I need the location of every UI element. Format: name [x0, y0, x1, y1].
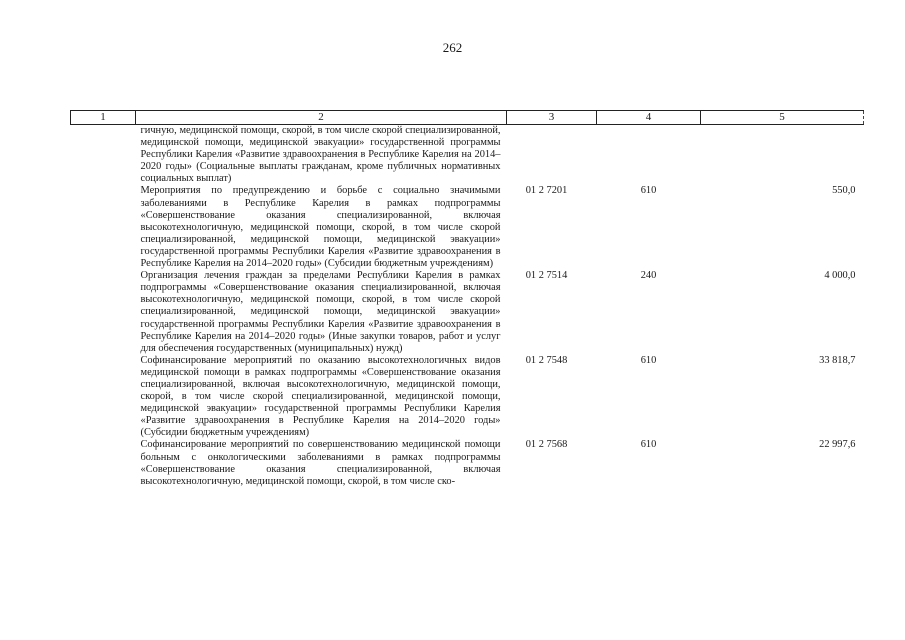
row-number-cell [71, 270, 136, 355]
expense-type-cell: 610 [640, 354, 657, 366]
code-cell: 01 2 7514 [525, 270, 568, 282]
table-row [71, 270, 864, 355]
description-cell: Организация лечения граждан за пределами Республики Карелия в рамках подпрограммы «Совершенствование оказания специализированной, включая высокотехнологичную, медицинской помощи, скорой, в том числе скорой специализированной, медицинской помощи, медицинской эвакуации» государственной программы Республики Карелия «Развитие здравоохранения в Республике Карелия на 2014–2020 годы» (Иные закупки товаров, работ и услуг для обеспечения государственных (муниципальных) нужд) [140, 270, 501, 354]
amount-cell [701, 125, 864, 186]
column-header-2: 2 [136, 111, 507, 125]
expense-type-cell: 610 [640, 439, 657, 451]
description-cell: Мероприятия по предупреждению и борьбе с социально значимыми заболеваниями в Республике Карелия в рамках подпрограммы «Совершенствование оказания специализированной, включая высокотехнологичную, медицинской помощи, скорой, в том числе скорой специализированной, медицинской помощи, медицинской эвакуации» государственной программы Республики Карелия «Развитие здравоохранения в Республике Карелия на 2014–2020 годы» (Субсидии бюджетным учреждениям) [140, 185, 501, 270]
description-cell: Софинансирование мероприятий по оказанию высокотехнологичных видов медицинской помощи в рамках подпрограммы «Совершенствование оказания специализированной, включая высокотехнологичную, медицинской помощи, скорой, в том числе скорой специализированной, медицинской помощи, медицинской эвакуации» государственной программы Республики Карелия «Развитие здравоохранения в Республике Карелия на 2014–2020 годы» (Субсидии бюджетным учреждениям) [140, 354, 501, 439]
code-cell [507, 125, 597, 186]
column-header-1: 1 [71, 111, 136, 125]
amount-cell: 33 818,7 [819, 354, 856, 366]
description-cell: Софинансирование мероприятий по совершенствованию медицинской помощи больным с онкологическими заболеваниями в рамках подпрограммы «Совершенствование оказания специализированной, включая высокотехнологичную, медицинской помощи, скорой, в том числе ско- [140, 439, 501, 487]
table-row [71, 125, 864, 186]
row-number-cell [71, 355, 136, 440]
column-header-5: 5 [701, 111, 864, 125]
row-number-cell [71, 439, 136, 487]
page-number: 262 [442, 40, 463, 55]
column-header-3: 3 [507, 111, 597, 125]
code-cell: 01 2 7201 [525, 185, 568, 197]
budget-table [70, 110, 864, 488]
amount-cell: 550,0 [832, 185, 856, 197]
expense-type-cell [597, 125, 701, 186]
table-row [71, 185, 864, 270]
description-cell: гичную, медицинской помощи, скорой, в том числе скорой специализированной, медицинской помощи, медицинской эвакуации» государственной программы Республики Карелия «Развитие здравоохранения в Республике Карелия на 2014–2020 годы» (Социальные выплаты гражданам, кроме публичных нормативных социальных выплат) [140, 125, 501, 185]
amount-cell: 4 000,0 [824, 270, 856, 282]
expense-type-cell: 610 [640, 185, 657, 197]
table-row [71, 439, 864, 487]
code-cell: 01 2 7568 [525, 439, 568, 451]
header-row [71, 111, 864, 125]
table-body [71, 125, 864, 488]
column-header-4: 4 [597, 111, 701, 125]
code-cell: 01 2 7548 [525, 354, 568, 366]
table-header [71, 111, 864, 125]
table-row [71, 355, 864, 440]
expense-type-cell: 240 [640, 270, 657, 282]
row-number-cell [71, 185, 136, 270]
amount-cell: 22 997,6 [819, 439, 856, 451]
row-number-cell [71, 125, 136, 186]
